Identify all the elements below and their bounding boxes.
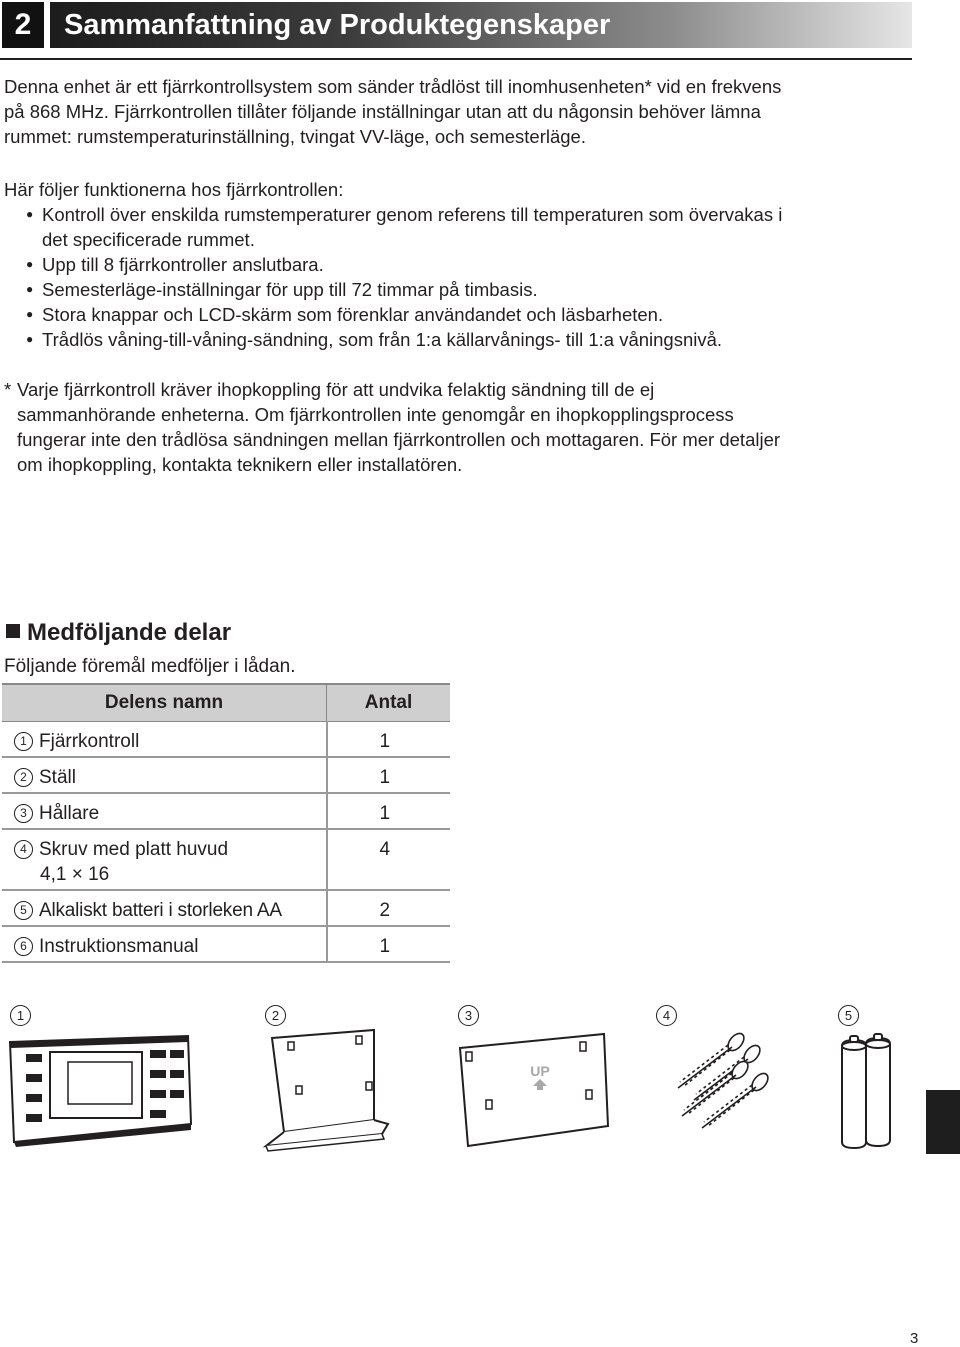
list-item-line: Stora knappar och LCD-skärm som förenklar användandet och läsbarheten. [42,304,664,325]
bullet-icon: ● [26,307,34,321]
list-item-line: Trådlös våning-till-våning-sändning, som från 1:a källarvånings- till 1:a våningsnivå. [42,329,723,350]
figure-label: 4 [656,1005,677,1026]
remote-controller-illustration [8,1028,193,1148]
part-name-cell [2,722,327,758]
figure-label: 2 [265,1005,286,1026]
table-row [2,926,450,962]
list-item [4,327,914,352]
section-title: Sammanfattning av Produktegenskaper [64,9,611,41]
part-qty: 1 [327,722,451,758]
note-line: om ihopkoppling, kontakta teknikern eller installatören. [17,454,463,475]
bullet-icon: ● [26,207,34,221]
circled-number: 4 [14,840,33,859]
list-item [4,277,914,302]
part-name: Ställ [39,767,76,788]
section-header [0,0,912,50]
holder-illustration [456,1030,612,1150]
screws-illustration [656,1030,776,1130]
part-name-cell [2,757,327,793]
parts-table [2,683,450,963]
part-name: Fjärrkontroll [39,731,140,752]
part-qty: 1 [327,793,451,829]
page-number: 3 [910,1330,919,1347]
part-qty: 4 [327,829,451,890]
section-number: 2 [2,2,44,48]
table-header-row [2,684,450,722]
intro-line: rummet: rumstemperaturinställning, tvingat VV-läge, och semesterläge. [4,126,586,147]
part-name-cell [2,829,327,890]
header-rule [0,58,912,60]
part-name-cell [2,926,327,962]
part-name: Instruktionsmanual [39,936,199,957]
list-item-line: Semesterläge-inställningar för upp till 72 timmar på timbasis. [42,279,538,300]
figure-label: 3 [458,1005,479,1026]
intro-line: Denna enhet är ett fjärrkontrollsystem som sänder trådlöst till inomhusenheten* vid en frekvens [4,76,782,97]
bullet-icon: ● [26,282,34,296]
batteries-illustration [836,1030,898,1155]
functions-heading: Här följer funktionerna hos fjärrkontrollen: [4,179,344,200]
part-name-cell [2,793,327,829]
circled-number: 5 [14,901,33,920]
parts-intro: Följande föremål medföljer i lådan. [4,656,296,677]
pairing-note [4,377,909,477]
note-line: Varje fjärrkontroll kräver ihopkoppling för att undvika felaktig sändning till de ej [17,379,655,400]
functions-list [4,202,914,352]
part-name-cell [2,890,327,926]
side-tab-marker [926,1090,960,1154]
column-header-name: Delens namn [2,684,327,722]
table-row [2,793,450,829]
circled-number: 2 [14,768,33,787]
figure-label: 1 [10,1005,31,1026]
note-line: fungerar inte den trådlösa sändningen mellan fjärrkontrollen och mottagaren. För mer detaljer [17,429,781,450]
bullet-icon: ● [26,332,34,346]
note-asterisk: * [4,379,12,400]
list-item-line: Upp till 8 fjärrkontroller anslutbara. [42,254,324,275]
note-line: sammanhörande enheterna. Om fjärrkontrollen inte genomgår en ihopkopplingsprocess [17,404,734,425]
holder-up-label: UP [530,1063,550,1079]
bullet-icon: ● [26,257,34,271]
list-item [4,302,914,327]
circled-number: 3 [14,804,33,823]
part-name: Hållare [39,803,100,824]
figure-label: 5 [838,1005,859,1026]
square-bullet-icon [6,624,20,638]
list-item-line: det specificerade rummet. [42,229,255,250]
parts-heading [6,618,231,648]
intro-line: på 868 MHz. Fjärrkontrollen tillåter följande inställningar utan att du någonsin behöver lämna [4,101,761,122]
list-item-line: Kontroll över enskilda rumstemperaturer genom referens till temperaturen som övervakas i [42,204,783,225]
intro-paragraph [4,74,914,149]
table-row [2,757,450,793]
parts-heading-text: Medföljande delar [27,619,232,646]
circled-number: 1 [14,732,33,751]
table-row [2,722,450,758]
part-name: Skruv med platt huvud [39,839,229,860]
part-qty: 1 [327,757,451,793]
part-qty: 2 [327,890,451,926]
column-header-qty: Antal [327,684,451,722]
table-row [2,829,450,890]
list-item [4,252,914,277]
list-item [4,202,914,252]
part-name-detail: 4,1 × 16 [40,864,110,885]
circled-number: 6 [14,937,33,956]
part-name: Alkaliskt batteri i storleken AA [39,900,282,921]
part-qty: 1 [327,926,451,962]
table-row [2,890,450,926]
stand-illustration [262,1028,392,1153]
